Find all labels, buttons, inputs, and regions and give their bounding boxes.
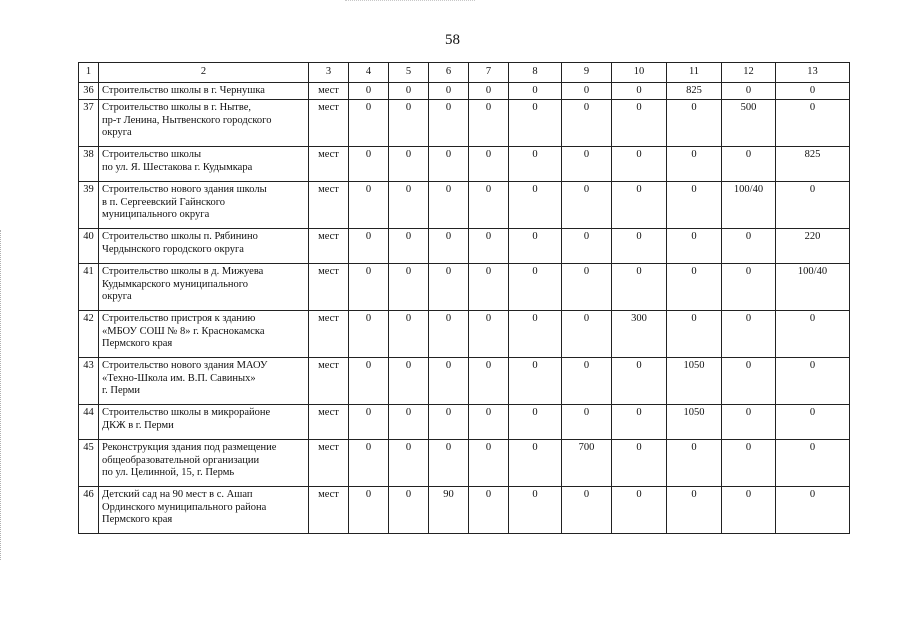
cell-row-number: 42 <box>79 311 99 358</box>
header-cell-col-1: 1 <box>79 63 99 83</box>
cell-col-4: 0 <box>349 229 389 264</box>
cell-col-9: 0 <box>562 182 612 229</box>
cell-col-11: 0 <box>667 100 722 147</box>
cell-unit: мест <box>309 440 349 487</box>
scan-artifact-left <box>0 230 3 560</box>
table-row <box>79 182 850 229</box>
cell-col-8: 0 <box>509 147 562 182</box>
cell-unit: мест <box>309 358 349 405</box>
cell-col-7: 0 <box>469 229 509 264</box>
cell-object-name: Строительство школы п. Рябинино Чердынского городского округа <box>99 229 309 264</box>
header-cell-col-3: 3 <box>309 63 349 83</box>
cell-col-4: 0 <box>349 83 389 100</box>
cell-col-9: 0 <box>562 311 612 358</box>
cell-col-8: 0 <box>509 264 562 311</box>
cell-col-4: 0 <box>349 264 389 311</box>
cell-col-6: 0 <box>429 83 469 100</box>
cell-object-name: Детский сад на 90 мест в с. Ашап Ординского муниципального района Пермского края <box>99 487 309 534</box>
cell-object-name: Строительство школы в г. Чернушка <box>99 83 309 100</box>
table-header-row <box>79 63 850 83</box>
cell-object-name: Строительство школы по ул. Я. Шестакова г. Кудымкара <box>99 147 309 182</box>
cell-object-name: Строительство школы в г. Нытве, пр-т Ленина, Нытвенского городского округа <box>99 100 309 147</box>
cell-object-name: Строительство школы в микрорайоне ДКЖ в г. Перми <box>99 405 309 440</box>
cell-col-11: 0 <box>667 311 722 358</box>
cell-col-8: 0 <box>509 358 562 405</box>
cell-col-5: 0 <box>389 440 429 487</box>
cell-col-7: 0 <box>469 182 509 229</box>
page-number: 58 <box>445 32 460 48</box>
table-row <box>79 358 850 405</box>
cell-col-10: 0 <box>612 358 667 405</box>
table-row <box>79 405 850 440</box>
header-cell-col-11: 11 <box>667 63 722 83</box>
cell-row-number: 43 <box>79 358 99 405</box>
cell-col-10: 0 <box>612 440 667 487</box>
cell-col-11: 0 <box>667 229 722 264</box>
cell-col-5: 0 <box>389 264 429 311</box>
header-cell-col-12: 12 <box>722 63 776 83</box>
cell-col-11: 0 <box>667 264 722 311</box>
header-cell-col-5: 5 <box>389 63 429 83</box>
cell-unit: мест <box>309 182 349 229</box>
header-cell-col-13: 13 <box>776 63 850 83</box>
table-row <box>79 264 850 311</box>
header-cell-col-6: 6 <box>429 63 469 83</box>
cell-col-4: 0 <box>349 182 389 229</box>
cell-col-13: 825 <box>776 147 850 182</box>
cell-unit: мест <box>309 405 349 440</box>
cell-col-6: 0 <box>429 147 469 182</box>
cell-unit: мест <box>309 311 349 358</box>
table-row <box>79 100 850 147</box>
table-row <box>79 229 850 264</box>
cell-col-7: 0 <box>469 405 509 440</box>
cell-object-name: Строительство пристроя к зданию «МБОУ СОШ № 8» г. Краснокамска Пермского края <box>99 311 309 358</box>
cell-col-7: 0 <box>469 440 509 487</box>
cell-col-11: 1050 <box>667 358 722 405</box>
cell-col-6: 0 <box>429 264 469 311</box>
cell-col-13: 0 <box>776 440 850 487</box>
cell-col-6: 0 <box>429 229 469 264</box>
cell-col-4: 0 <box>349 100 389 147</box>
cell-col-8: 0 <box>509 405 562 440</box>
cell-col-11: 0 <box>667 487 722 534</box>
cell-col-5: 0 <box>389 147 429 182</box>
cell-col-9: 0 <box>562 487 612 534</box>
cell-col-4: 0 <box>349 405 389 440</box>
cell-col-6: 0 <box>429 358 469 405</box>
cell-col-5: 0 <box>389 358 429 405</box>
cell-col-9: 0 <box>562 83 612 100</box>
cell-col-11: 0 <box>667 147 722 182</box>
cell-col-7: 0 <box>469 100 509 147</box>
cell-col-12: 0 <box>722 83 776 100</box>
cell-col-4: 0 <box>349 311 389 358</box>
cell-col-11: 0 <box>667 182 722 229</box>
header-cell-col-8: 8 <box>509 63 562 83</box>
cell-col-8: 0 <box>509 487 562 534</box>
cell-col-12: 0 <box>722 147 776 182</box>
cell-col-10: 0 <box>612 229 667 264</box>
header-cell-col-2: 2 <box>99 63 309 83</box>
cell-col-11: 1050 <box>667 405 722 440</box>
header-cell-col-10: 10 <box>612 63 667 83</box>
cell-col-10: 0 <box>612 487 667 534</box>
cell-object-name: Строительство нового здания школы в п. Сергеевский Гайнского муниципального округа <box>99 182 309 229</box>
cell-col-8: 0 <box>509 440 562 487</box>
cell-col-4: 0 <box>349 487 389 534</box>
cell-row-number: 36 <box>79 83 99 100</box>
cell-col-13: 0 <box>776 358 850 405</box>
cell-unit: мест <box>309 83 349 100</box>
cell-col-8: 0 <box>509 182 562 229</box>
scan-artifact-top <box>345 0 475 2</box>
cell-col-13: 100/40 <box>776 264 850 311</box>
cell-object-name: Реконструкция здания под размещение общеобразовательной организации по ул. Целинной, 15, г. Пермь <box>99 440 309 487</box>
cell-unit: мест <box>309 264 349 311</box>
cell-col-7: 0 <box>469 147 509 182</box>
table-row <box>79 487 850 534</box>
data-table <box>78 62 850 534</box>
cell-col-10: 0 <box>612 405 667 440</box>
table-row <box>79 440 850 487</box>
cell-col-10: 0 <box>612 83 667 100</box>
cell-col-8: 0 <box>509 311 562 358</box>
cell-col-8: 0 <box>509 229 562 264</box>
cell-col-6: 0 <box>429 311 469 358</box>
cell-col-13: 220 <box>776 229 850 264</box>
cell-col-7: 0 <box>469 358 509 405</box>
cell-col-6: 0 <box>429 100 469 147</box>
cell-col-5: 0 <box>389 83 429 100</box>
cell-col-5: 0 <box>389 100 429 147</box>
cell-col-13: 0 <box>776 405 850 440</box>
cell-col-4: 0 <box>349 358 389 405</box>
cell-col-12: 0 <box>722 405 776 440</box>
cell-row-number: 37 <box>79 100 99 147</box>
cell-col-12: 0 <box>722 358 776 405</box>
cell-col-5: 0 <box>389 182 429 229</box>
cell-col-4: 0 <box>349 440 389 487</box>
cell-row-number: 44 <box>79 405 99 440</box>
cell-row-number: 45 <box>79 440 99 487</box>
cell-col-4: 0 <box>349 147 389 182</box>
cell-col-13: 0 <box>776 100 850 147</box>
cell-col-6: 0 <box>429 405 469 440</box>
cell-col-9: 0 <box>562 264 612 311</box>
cell-col-13: 0 <box>776 182 850 229</box>
cell-col-11: 0 <box>667 440 722 487</box>
cell-row-number: 46 <box>79 487 99 534</box>
table-body <box>79 63 850 534</box>
header-cell-col-4: 4 <box>349 63 389 83</box>
cell-col-9: 0 <box>562 358 612 405</box>
cell-col-6: 0 <box>429 440 469 487</box>
cell-col-10: 0 <box>612 100 667 147</box>
cell-col-8: 0 <box>509 100 562 147</box>
cell-col-13: 0 <box>776 311 850 358</box>
cell-col-7: 0 <box>469 311 509 358</box>
cell-col-10: 0 <box>612 264 667 311</box>
cell-col-10: 300 <box>612 311 667 358</box>
table-row <box>79 311 850 358</box>
cell-col-7: 0 <box>469 264 509 311</box>
cell-col-5: 0 <box>389 311 429 358</box>
cell-col-9: 0 <box>562 147 612 182</box>
cell-col-9: 700 <box>562 440 612 487</box>
cell-col-13: 0 <box>776 83 850 100</box>
cell-unit: мест <box>309 229 349 264</box>
cell-col-9: 0 <box>562 229 612 264</box>
table-row <box>79 83 850 100</box>
cell-col-6: 0 <box>429 182 469 229</box>
cell-col-12: 0 <box>722 229 776 264</box>
cell-col-9: 0 <box>562 405 612 440</box>
cell-col-12: 0 <box>722 311 776 358</box>
cell-object-name: Строительство нового здания МАОУ «Техно-Школа им. В.П. Савиных» г. Перми <box>99 358 309 405</box>
cell-col-12: 0 <box>722 487 776 534</box>
header-cell-col-9: 9 <box>562 63 612 83</box>
cell-col-12: 500 <box>722 100 776 147</box>
cell-row-number: 39 <box>79 182 99 229</box>
cell-col-5: 0 <box>389 487 429 534</box>
table-row <box>79 147 850 182</box>
cell-col-9: 0 <box>562 100 612 147</box>
cell-col-7: 0 <box>469 487 509 534</box>
cell-col-5: 0 <box>389 229 429 264</box>
cell-unit: мест <box>309 487 349 534</box>
cell-col-5: 0 <box>389 405 429 440</box>
cell-unit: мест <box>309 100 349 147</box>
cell-row-number: 40 <box>79 229 99 264</box>
cell-col-7: 0 <box>469 83 509 100</box>
cell-col-8: 0 <box>509 83 562 100</box>
cell-row-number: 41 <box>79 264 99 311</box>
cell-object-name: Строительство школы в д. Мижуева Кудымкарского муниципального округа <box>99 264 309 311</box>
cell-col-12: 100/40 <box>722 182 776 229</box>
cell-col-10: 0 <box>612 147 667 182</box>
cell-unit: мест <box>309 147 349 182</box>
cell-col-13: 0 <box>776 487 850 534</box>
cell-col-6: 90 <box>429 487 469 534</box>
cell-col-12: 0 <box>722 264 776 311</box>
cell-col-12: 0 <box>722 440 776 487</box>
cell-row-number: 38 <box>79 147 99 182</box>
cell-col-10: 0 <box>612 182 667 229</box>
header-cell-col-7: 7 <box>469 63 509 83</box>
cell-col-11: 825 <box>667 83 722 100</box>
